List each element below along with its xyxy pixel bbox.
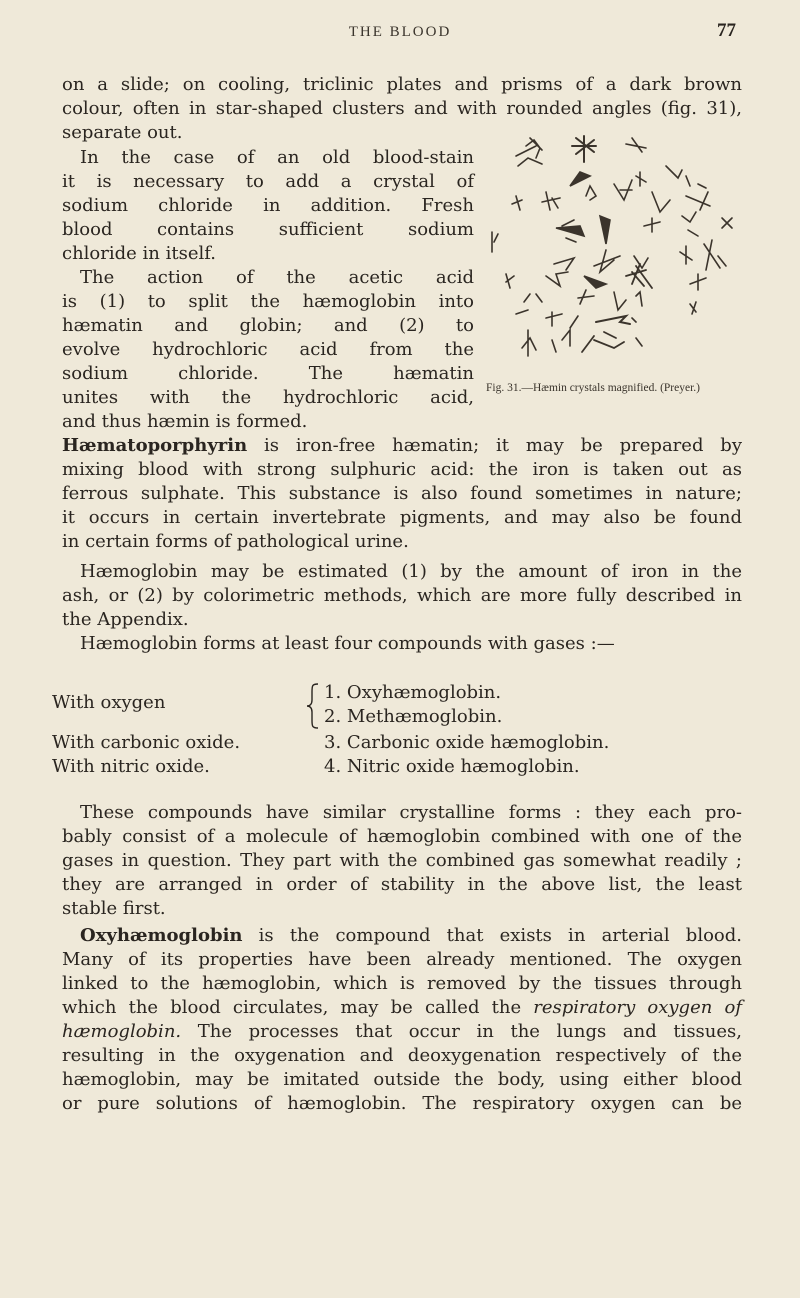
intro-line: separate out. <box>62 122 183 143</box>
stain-line: unites with the hydrochloric acid, <box>62 387 474 408</box>
term-haematoporphyrin: Hæmatoporphyrin <box>62 435 248 456</box>
similar-line: gases in question. They part with the combined gas somewhat readily ; <box>62 850 742 871</box>
compound-item <box>324 732 609 753</box>
compound-group-nitric: With nitric oxide. <box>52 756 210 777</box>
page-number: 77 <box>717 20 736 41</box>
oxy-line: Many of its properties have been already mentioned. The oxygen <box>62 949 742 970</box>
brace-icon <box>306 682 320 730</box>
stain-line: chloride in itself. <box>62 243 216 264</box>
compound-item <box>324 706 502 727</box>
similar-line: These compounds have similar crystalline forms : they each pro- <box>80 802 742 823</box>
oxy-text: is the compound that exists in arterial blood. <box>242 925 742 946</box>
haemin-crystals-figure <box>486 126 756 376</box>
compound-number: 4. <box>324 756 342 777</box>
compound-name: Carbonic oxide hæmoglobin. <box>346 732 610 753</box>
oxy-line: hæmoglobin, may be imitated outside the body, using either blood <box>62 1069 742 1090</box>
compound-number: 1. <box>324 682 342 703</box>
stain-line: sodium chloride in addition. Fresh <box>62 195 474 216</box>
haematoporphyrin-first-line <box>62 435 742 456</box>
oxy-line <box>62 997 742 1018</box>
oxy-line: or pure solutions of hæmoglobin. The respiratory oxygen can be <box>62 1093 742 1114</box>
italic-phrase: respiratory oxygen of <box>533 997 742 1018</box>
stain-line: The action of the acetic acid <box>80 267 474 288</box>
oxy-first-line <box>80 925 742 946</box>
compound-item <box>324 756 580 777</box>
similar-line: bably consist of a molecule of hæmoglobin combined with one of the <box>62 826 742 847</box>
gas-compounds-list <box>52 682 738 782</box>
page-header <box>0 20 800 48</box>
oxy-line <box>62 1021 742 1042</box>
similar-line: they are arranged in order of stability in the above list, the least <box>62 874 742 895</box>
oxy-text: The processes that occur in the lungs and tissues, <box>181 1021 742 1042</box>
stain-line: In the case of an old blood-stain <box>80 147 474 168</box>
compound-name: Methæmoglobin. <box>346 706 503 727</box>
intro-line: on a slide; on cooling, triclinic plates and prisms of a dark brown <box>62 74 742 95</box>
estimation-line: Hæmoglobin may be estimated (1) by the amount of iron in the <box>80 561 742 582</box>
compound-group-oxygen: With oxygen <box>52 692 166 713</box>
compound-name: Oxyhæmoglobin. <box>346 682 502 703</box>
haematoporphyrin-text: is iron-free hæmatin; it may be prepared by <box>247 435 742 456</box>
oxy-line: linked to the hæmoglobin, which is removed by the tissues through <box>62 973 742 994</box>
stain-line: and thus hæmin is formed. <box>62 411 308 432</box>
compound-name: Nitric oxide hæmoglobin. <box>346 756 580 777</box>
oxy-text: which the blood circulates, may be called the <box>62 997 534 1018</box>
compound-group-carbonic: With carbonic oxide. <box>52 732 241 753</box>
haematoporphyrin-line: ferrous sulphate. This substance is also found sometimes in nature; <box>62 483 742 504</box>
figure-caption: Fig. 31.—Hæmin crystals magnified. (Preyer.) <box>486 382 700 394</box>
estimation-line: Hæmoglobin forms at least four compounds with gases :— <box>80 633 615 654</box>
haematoporphyrin-line: in certain forms of pathological urine. <box>62 531 409 552</box>
oxy-line: resulting in the oxygenation and deoxygenation respectively of the <box>62 1045 742 1066</box>
stain-line: sodium chloride. The hæmatin <box>62 363 474 384</box>
haematoporphyrin-line: mixing blood with strong sulphuric acid: the iron is taken out as <box>62 459 742 480</box>
stain-line: hæmatin and globin; and (2) to <box>62 315 474 336</box>
compound-number: 3. <box>324 732 342 753</box>
intro-line: colour, often in star-shaped clusters and with rounded angles (fig. 31), <box>62 98 742 119</box>
running-head: THE BLOOD <box>348 24 452 40</box>
stain-line: is (1) to split the hæmoglobin into <box>62 291 474 312</box>
compound-number: 2. <box>324 706 342 727</box>
stain-line: evolve hydrochloric acid from the <box>62 339 474 360</box>
similar-line: stable first. <box>62 898 166 919</box>
stain-line: blood contains sufficient sodium <box>62 219 474 240</box>
estimation-line: ash, or (2) by colorimetric methods, which are more fully described in <box>62 585 742 606</box>
estimation-line: the Appendix. <box>62 609 189 630</box>
compound-item <box>324 682 501 703</box>
italic-term: hæmoglobin. <box>62 1021 182 1042</box>
haematoporphyrin-line: it occurs in certain invertebrate pigments, and may also be found <box>62 507 742 528</box>
term-oxyhaemoglobin: Oxyhæmoglobin <box>80 925 243 946</box>
stain-line: it is necessary to add a crystal of <box>62 171 474 192</box>
